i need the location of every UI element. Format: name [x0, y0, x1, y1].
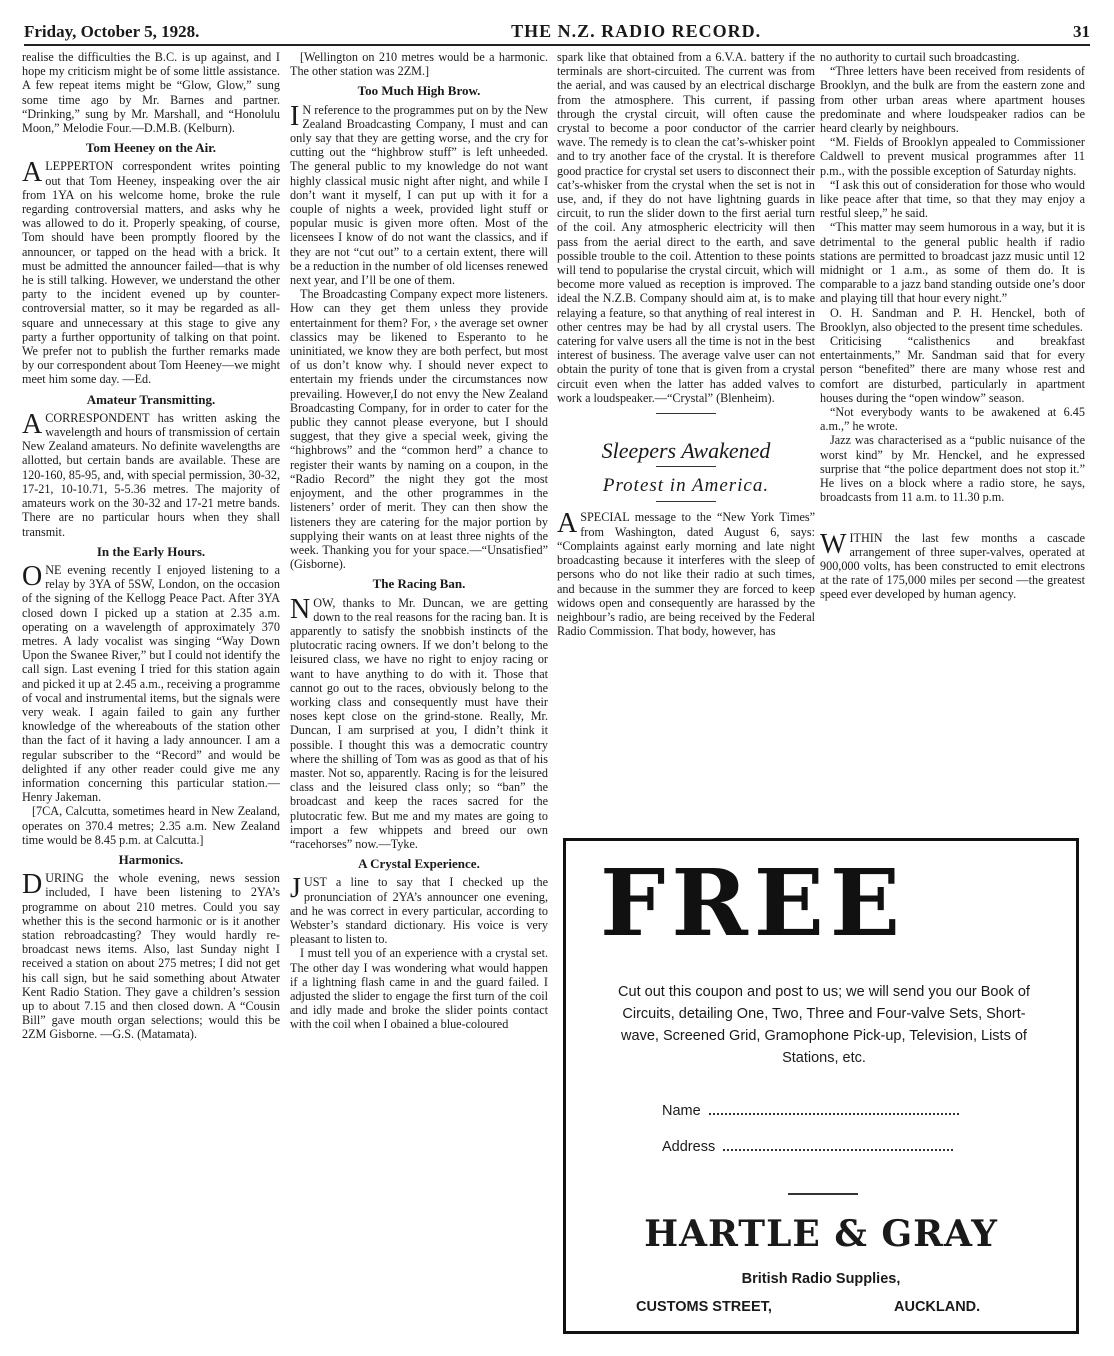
company-street: CUSTOMS STREET, — [636, 1299, 772, 1315]
drop-cap: J — [290, 873, 301, 905]
article-text: realise the difficulties the B.C. is up against, and I hope my criticism might be of some little assistance. A few repeat items might be “Glow, Glow,” sung some time ago by Mr. Barnes and partner. “Drinking,” sung by Mr. Marshall, and “Honolulu Moon,” Melodie Four.—D.M.B. (Kelburn). — [22, 50, 280, 136]
editor-note: [7CA, Calcutta, sometimes heard in New Zealand, operates on 370.4 metres; 2.35 a.m. New Zealand time would be 8.45 p.m. at Calcutta.] — [22, 804, 280, 847]
article-text: NOW, thanks to Mr. Duncan, we are getting down to the real reasons for the racing ban. It is apparently to satisfy the snobbish instincts of the plutocratic racing owners. If we don’t belong to the leisured class, we have no right to enjoy racing or want to have anything to do with it. Those that cannot go out to the races, obviously belong to the working class and consequently must have their noses kept close on the grind-stone. Really, Mr. Duncan, I am surprised at you, I didn’t think it possible. I thought this was a democratic country where the shilling of Tom was as good as that of his master. Not so, apparently. Racing is for the leisured class and the leisured class only; so “ban” the broadcast and keep the races sacred for the plutocratic few. But me and my mates are going to import a few whippets and breed our own “racehorses” now.—Tyke. — [290, 593, 548, 851]
article-text: JUST a line to say that I checked up the pronunciation of 2YA’s announcer one evening, and he was correct in every particular, according to Webster’s standard dictionary. His voice is very pleasant to listen to. — [290, 873, 548, 947]
coupon-name-field[interactable]: Name — [662, 1103, 959, 1119]
article-text: WITHIN the last few months a cascade arrangement of three super-valves, operated at 900,000 volts, has been constructed to emit electrons at the rate of 175,000 miles per second —the greatest speed ever developed by human agency. — [820, 528, 1085, 602]
article-text: Jazz was characterised as a “public nuisance of the worst kind” by Mr. Henckel, and he expressed surprise that “the police department does not stop it.” He lives on a block where a radio store, he says, broadcasts from 11 a.m. to 11.30 p.m. — [820, 433, 1085, 505]
drop-cap: I — [290, 100, 300, 132]
editor-note: [Wellington on 210 metres would be a harmonic. The other station was 2ZM.] — [290, 50, 548, 79]
company-city: AUCKLAND. — [894, 1299, 981, 1315]
article-heading: A Crystal Experience. — [358, 856, 480, 872]
drop-cap: D — [22, 869, 43, 901]
header-rule — [24, 44, 1090, 46]
company-name: HARTLE & GRAY — [644, 1213, 998, 1255]
page-header — [24, 14, 1090, 42]
company-tagline: British Radio Supplies, — [741, 1271, 901, 1287]
article-title: Sleepers Awakened — [601, 438, 771, 464]
article-heading: Amateur Transmitting. — [86, 391, 216, 407]
article-text: O. H. Sandman and P. H. Henckel, both of Brooklyn, also objected to the present time schedules. — [820, 305, 1085, 334]
drop-cap: A — [557, 508, 578, 540]
article-text: “Three letters have been received from residents of Brooklyn, and the bulk are from the eastern zone and from other urban areas where apartment houses predominate and where loudspeaker radios can be heard clearly by neighbours. — [820, 64, 1085, 136]
drop-cap: A — [22, 408, 43, 440]
page-number: 31 — [1073, 22, 1090, 41]
article-text: “Not everybody wants to be awakened at 6.45 a.m.,” he wrote. — [820, 405, 1085, 434]
article-subtitle: Protest in America. — [602, 475, 770, 497]
advertisement — [563, 838, 1079, 1334]
article-text: “I ask this out of consideration for those who would like peace after that time, so that they may enjoy a restful sleep,” he said. — [820, 177, 1085, 221]
article-heading: Harmonics. — [118, 851, 184, 867]
issue-date: Friday, October 5, 1928. — [24, 22, 200, 41]
divider — [656, 413, 716, 414]
article-text: Criticising “calisthenics and breakfast entertainments,” Mr. Sandman said that for every person “benefited” there are many whose rest and comfort are disturbed, particularly in apartment houses during the “open window” season. — [820, 334, 1085, 405]
column-4 — [820, 50, 1085, 830]
article-heading: The Racing Ban. — [372, 576, 466, 592]
article-text: “M. Fields of Brooklyn appealed to Commissioner Caldwell to prevent musical programmes after 11 p.m., with the possible exception of Saturday nights. — [820, 135, 1085, 178]
column-3 — [557, 50, 815, 830]
article-text: DURING the whole evening, news session included, I have been listening to 2YA’s programme on about 210 metres. Could you say whether this is the second harmonic or is it another station rebroadcasting? They would hardly re-broadcast news items. Also, last Sunday night I received a station on about 275 metres; I did not get his call sign, but he said something about Atwater Kent Radio Station. They gave a children’s session up to about 7.15 and then closed down. A “Cousin Bill” gave mouth organ selections; would this be 2ZM Gisborne. —G.S. (Matamata). — [22, 869, 280, 1042]
drop-cap: A — [22, 157, 43, 189]
article-text: ONE evening recently I enjoyed listening to a relay by 3YA of 5SW, London, on the occasion of the signing of the Kellogg Peace Pact. After 3YA closed down I picked up a station at 2.35 a.m. operating on a wavelength of approximately 370 metres. A lady vocalist was singing “Way Down Upon the Swanee River,” but I could not identify the call sign. Last evening I tried for this station again and picked it up at 2.45 a.m., receiving a programme of vocal and instrumental items, but the signals were very weak. I again failed to gain any further knowledge of the whereabouts of the station other than the fact of it having a lady announcer. I am a regular subscriber to the “Record” and would be delighted if any other reader could give me any information concerning this particular station.—Henry Jakeman. — [22, 560, 280, 805]
article-text: I must tell you of an experience with a crystal set. The other day I was wondering what would happen if a lightning flash came in and the guard failed. I adjusted the slider to engage the first turn of the coil and idly made and broke the slider points contact with the coil when I obained a blue-coloured — [290, 946, 548, 1032]
article-text: “This matter may seem humorous in a way, but it is detrimental to the general public health if radio stations are permitted to broadcast jazz music until 12 midnight or 1 a.m., as some of them do. It is comparable to a jazz band standing outside one’s door and playing till that hour every night.” — [820, 220, 1085, 306]
article-text: ALEPPERTON correspondent writes pointing out that Tom Heeney, inspeaking over the air from 1YA on his welcome home, broke the rule regarding controversial matters, and asks why he was allowed to do it. Properly speaking, of course, Tom should have been promptly floored by the announcer, or tapped on the head with a brick. It must be admitted the announcer failed—that is why he is still talking. However, we understand the other party to the incident evened up by counter-controversial matter, so it may be regarded as all-square and unnecessary at this stage to give any party a further opportunity of talking on that point. We prefer not to publish the further remarks made by our correspondent about Tom Heeney—we might meet him some day. —Ed. — [22, 157, 280, 387]
article-text: no authority to curtail such broadcasting. — [820, 50, 1020, 64]
column-2 — [290, 50, 548, 1080]
divider — [788, 1193, 858, 1195]
publication-title: THE N.Z. RADIO RECORD. — [511, 21, 762, 41]
ad-headline: FREE — [600, 849, 907, 957]
divider — [656, 501, 716, 502]
drop-cap: W — [820, 528, 847, 560]
article-heading: Too Much High Brow. — [357, 83, 481, 99]
drop-cap: N — [290, 593, 311, 625]
coupon-address-field[interactable]: Address — [662, 1139, 953, 1155]
ad-body-text: Cut out this coupon and post to us; we will send you our Book of Circuits, detailing One, Two, Three and Four-valve Sets, Short-wave, Screened Grid, Gramophone Pick-up, Television, Lists of Stations, etc. — [618, 984, 1030, 1066]
article-text: spark like that obtained from a 6.V.A. battery if the terminals are short-circuited. The current was from the aerial, and was caused by an electrical discharge from the atmosphere. This current, if passing through the crystal circuit, will often cause the crystal to become a poor conductor of the carrier wave. The remedy is to clean the cat’s-whisker point and to try another face of the crystal. It is therefore good practice for crystal set users to disconnect their cat’s-whisker from the crystal when the set is not in use, and, if they do not have lightning guards in circuit, to run the slider down to the first aerial turn of the coil. Any atmospheric electricity will then pass from the aerial direct to the earth, and save possible trouble to the coil. Attention to these points will tend to popularise the crystal circuit, which will become more valued as reception is improved. The ideal the N.Z.B. Company should aim at, is to make relaying a feature, so that anything of real interest in other centres may be had by all crystal users. The catering for valve users all the time is not in the best interest of business. The average valve user can not obtain the purity of tone that is given from a crystal circuit even when the latter has added valves to work a loudspeaker.—“Crystal” (Blenheim). — [557, 50, 815, 405]
column-1 — [22, 50, 280, 1320]
article-heading: Tom Heeney on the Air. — [85, 140, 217, 156]
article-text: The Broadcasting Company expect more listeners. How can they get them unless they provide entertainment for them? For, › the average set owner classics may be likened to Esperanto to he uninitiated, we know they are both perfect, but most of us don’t know why. I should never expect to entertain my friends under the circumstances now prevailing. However,I do not envy the New Zealand Broadcasting Company, for in order to cater for the public they cannot please everyone, but I should suggest, that they give a special week, giving the “highbrows” and the “common herd” a chance to register their wants by naming on a coupon, in the “Radio Record” the night they got the most enjoyment, and the other programmes in the listeners’ order of merit. They can then show the listeners they are catering for the major portion by supplying their wants on at least three nights of the week. Thanking you for your space.—“Unsatisfied” (Gisborne). — [290, 287, 548, 572]
article-text: ASPECIAL message to the “New York Times” from Washington, dated August 6, says: “Complaints against early morning and late night broadcasting because it interferes with the sleep of persons who do not like their radio at such times, and because in the summer they are forced to keep widows open and consequently are harassed by the neighbour’s radio, are being received by the Federal Radio Commission. That body, however, has — [557, 508, 815, 639]
article-text: ACORRESPONDENT has written asking the wavelength and hours of transmission of certain New Zealand amateurs. No definite wavelengths are allotted, but certain bands are available. These are 120-160, 85-95, and, with special permission, 30-32, 17-21, 10-10.71, 5-5.36 metres. The majority of amateurs work on the 30-32 and 17-21 metre bands. There are no particular hours when they shall transmit. — [22, 408, 280, 539]
divider — [656, 466, 716, 467]
article-heading: In the Early Hours. — [96, 543, 206, 559]
drop-cap: O — [22, 560, 43, 592]
article-text: I N reference to the programmes put on by the New Zealand Broadcasting Company, I must and can only say that they are getting worse, and the cry for cutting out the “highbrow stuff” is left unheeded. The general public to my knowledge do not want highly classical music night after night, and while I don’t want it myself, I can put up with it for a couple of nights a week, provided light stuff or popular music is given more often. Most of the licensees I know of do not want the classics, and if they are not “cut out” to a certain extent, there will be a reduction in the number of old licenses renewed next year, and I’ll be one of them. — [290, 100, 548, 288]
